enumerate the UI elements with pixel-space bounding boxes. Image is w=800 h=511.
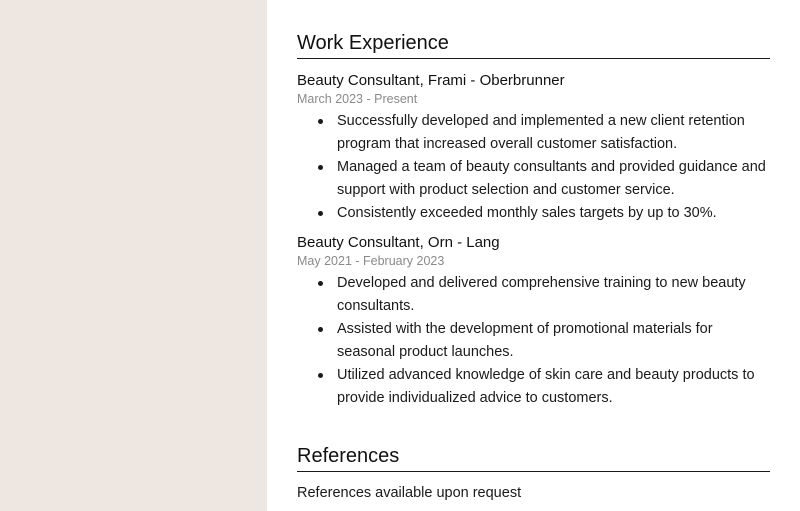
work-experience-heading: Work Experience [297,31,770,59]
left-sidebar [0,0,267,511]
job-dates: May 2021 - February 2023 [297,254,445,268]
bullet-text: Successfully developed and implemented a new client retention program that increased overall customer satisfaction. [337,113,745,152]
references-text: References available upon request [297,485,522,501]
bullet-text: Utilized advanced knowledge of skin care and beauty products to provide individualized advice to customers. [337,367,755,406]
work-experience-section [297,31,770,410]
bullet-text: Consistently exceeded monthly sales targets by up to 30%. [337,205,717,221]
job-bullets [297,110,770,225]
bullet-icon [318,165,323,170]
bullet-item [337,318,770,364]
job-title: Beauty Consultant, Orn - Lang [297,234,500,251]
bullet-text: Assisted with the development of promotional materials for seasonal product launches. [337,321,713,360]
bullet-text: Managed a team of beauty consultants and provided guidance and support with product selection and customer service. [337,159,766,198]
job-title: Beauty Consultant, Frami - Oberbrunner [297,72,565,89]
job-entry [297,72,770,225]
bullet-icon [318,281,323,286]
job-dates: March 2023 - Present [297,92,418,106]
references-section [297,444,770,502]
bullet-icon [318,119,323,124]
references-heading: References [297,444,770,472]
bullet-icon [318,373,323,378]
bullet-item [337,156,770,202]
bullet-icon [318,211,323,216]
bullet-item [337,110,770,156]
job-entry [297,234,770,410]
bullet-item [337,272,770,318]
bullet-text: Developed and delivered comprehensive training to new beauty consultants. [337,275,746,314]
resume-main [297,0,770,502]
bullet-item [337,364,770,410]
bullet-icon [318,327,323,332]
job-bullets [297,272,770,410]
bullet-item [337,202,770,225]
